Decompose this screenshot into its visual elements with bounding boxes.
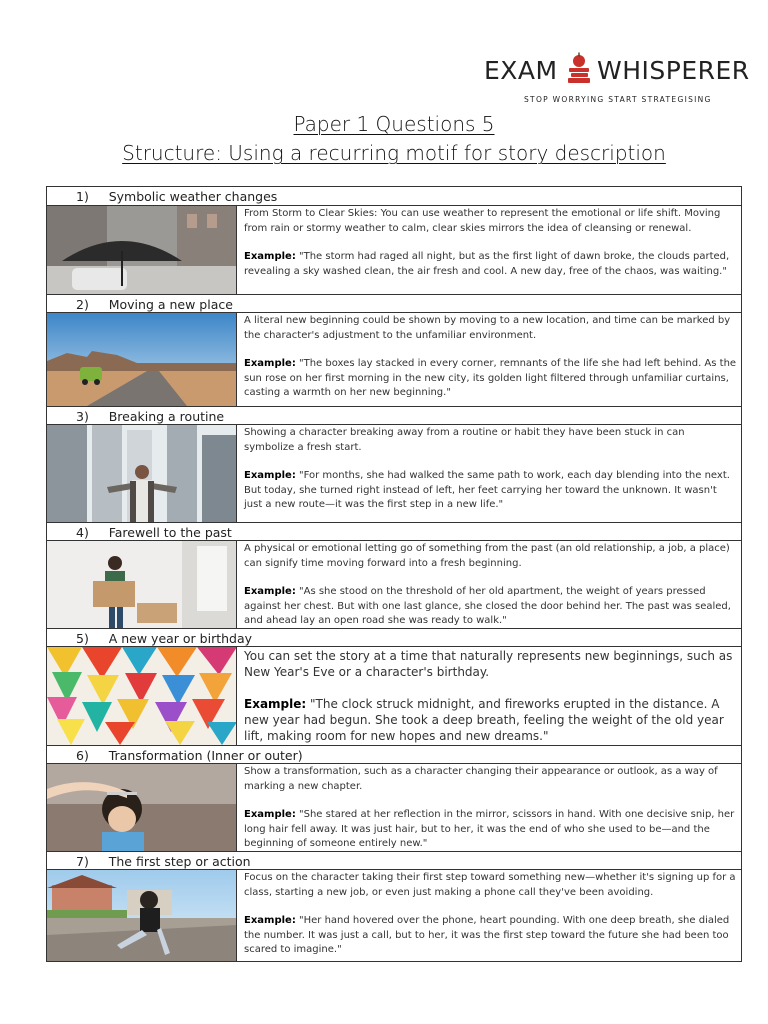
section-title: Farewell to the past [108,525,232,540]
example-label: Example: [244,915,296,927]
section-farewell [47,522,741,628]
example-text: "Her hand hovered over the phone, heart pounding. With one deep breath, she dialed the number. It was just a call, but to her, it was the first step toward the future she had been too scared to imagine." [244,915,730,956]
section-number: 3) [76,409,89,424]
section-title: The first step or action [108,854,251,869]
section-intro: You can set the story at a time that naturally represents new beginnings, such as New Year's Eve or a character's birthday. [244,649,733,679]
logo-word-whisperer: WHISPERER [597,56,750,85]
section-number: 4) [76,525,89,540]
section-first-step [47,851,741,961]
section-title: A new year or birthday [108,631,253,646]
man-city-skyscrapers-image [47,425,237,522]
example-text: "The boxes lay stacked in every corner, remnants of the life she had left behind. As the sun rose on her first morning in the new city, its golden light filtered through unfamiliar curtains, casting a warmth on her new beginning." [244,358,737,399]
section-intro: A physical or emotional letting go of something from the past (an old relationship, a job, a place) can signify time moving forward into a fresh beginning. [244,543,730,569]
section-moving [47,294,741,406]
example-text: "The clock struck midnight, and fireworks erupted in the distance. A new year had begun. She took a deep breath, feeling the weight of the old year lift, making room for new hopes and new dreams." [244,697,724,743]
section-heading [47,851,741,870]
example-text: "She stared at her reflection in the mirror, scissors in hand. With one decisive snip, her long hair fell away. It was just hair, but to her, it was the end of who she used to be—and the beginning of someone entirely new." [244,809,735,850]
desert-road-van-image [47,313,237,406]
section-intro: From Storm to Clear Skies: You can use weather to represent the emotional or life shift. Moving from rain or stormy weather to calm, clear skies mirrors the idea of cleansing or renewal. [244,208,721,234]
section-title: Symbolic weather changes [108,189,278,204]
example-label: Example: [244,251,296,263]
section-heading [47,294,741,313]
example-label: Example: [244,470,296,482]
section-title: Breaking a routine [108,409,225,424]
child-haircut-image [47,764,237,851]
section-intro: Showing a character breaking away from a routine or habit they have been stuck in can symbolize a fresh start. [244,427,685,453]
umbrella-rain-image [47,206,237,294]
example-text: "The storm had raged all night, but as the first light of dawn broke, the clouds parted, revealing a sky washed clean, the air fresh and cool. A new day, free of the chaos, was waiting." [244,251,730,277]
section-heading [47,522,741,541]
exam-whisperer-logo [484,50,750,110]
example-text: "As she stood on the threshold of her old apartment, the weight of years pressed against her chest. But with one last glance, she closed the door behind her. The past was sealed, and ahead lay an open road she was ready to walk." [244,586,731,627]
section-weather [47,187,741,294]
section-number: 7) [76,854,89,869]
section-intro: A literal new beginning could be shown by moving to a new location, and time can be marked by the character's adjustment to the unfamiliar environment. [244,315,731,341]
example-label: Example: [244,358,296,370]
woman-moving-box-image [47,541,237,628]
example-text: "For months, she had walked the same path to work, each day blending into the next. But today, she turned right instead of left, her feet carrying her toward the unknown. It wasn't just a new route—it was the first step in a new life." [244,470,730,511]
section-title: Transformation (Inner or outer) [108,748,303,763]
section-routine [47,406,741,522]
example-label: Example: [244,809,296,821]
motif-table [46,186,742,962]
section-title: Moving a new place [108,297,233,312]
section-number: 1) [76,189,89,204]
section-heading [47,406,741,425]
logo-tagline: STOP WORRYING START STRATEGISING [524,95,712,104]
page-subtitle: Structure: Using a recurring motif for story description [122,141,666,165]
section-heading [47,187,741,206]
section-number: 6) [76,748,89,763]
section-heading [47,745,741,764]
section-transformation [47,745,741,851]
example-label: Example: [244,697,307,711]
apple-books-icon [562,52,596,86]
page-title: Paper 1 Questions 5 [293,112,495,136]
section-heading [47,628,741,647]
section-new-year [47,628,741,745]
logo-word-exam: EXAM [484,56,558,85]
woman-phone-street-image [47,870,237,961]
section-intro: Focus on the character taking their first step toward something new—whether it's signing up for a class, starting a new job, or even just making a phone call they've been avoiding. [244,872,736,898]
section-number: 5) [76,631,89,646]
section-number: 2) [76,297,89,312]
example-label: Example: [244,586,296,598]
section-intro: Show a transformation, such as a character changing their appearance or outlook, as a way of marking a new chapter. [244,766,718,792]
colorful-paper-lanterns-image [47,647,237,745]
